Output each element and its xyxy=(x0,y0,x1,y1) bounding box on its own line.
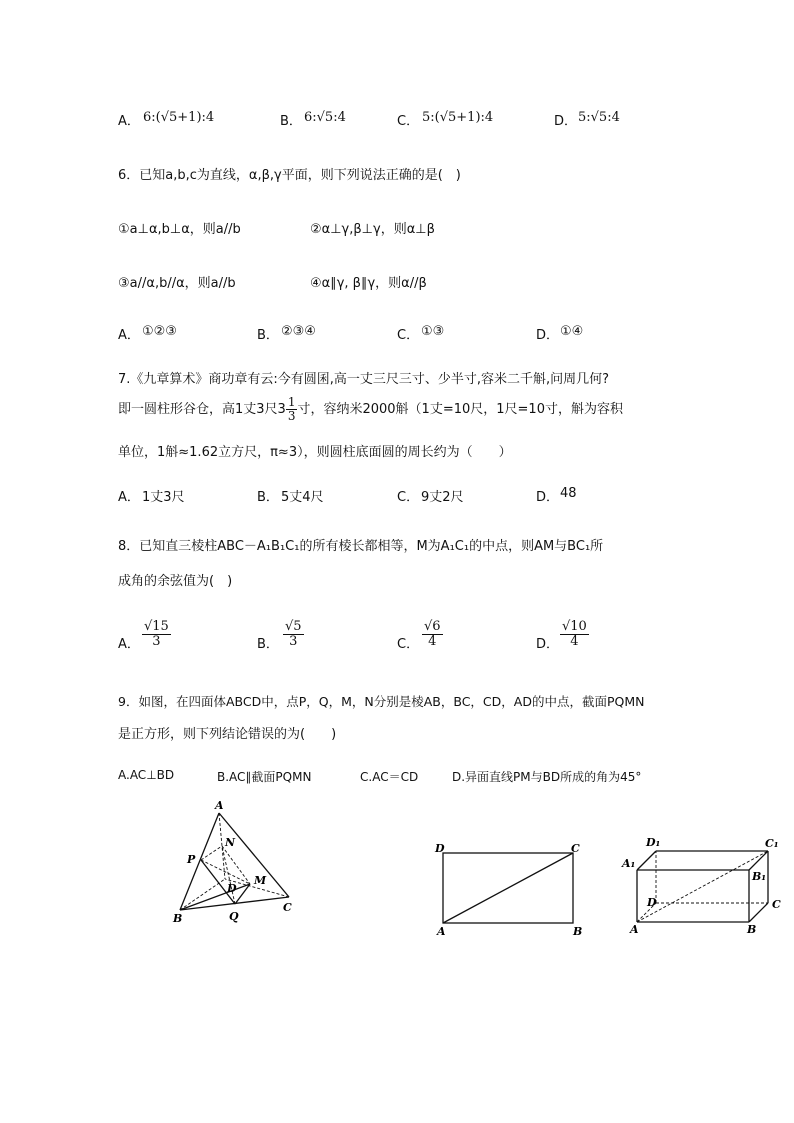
q5-option-a-label: A． xyxy=(118,114,140,129)
edge-d1a1 xyxy=(637,851,656,870)
q6-statement-2: ②α⊥γ,β⊥γ，则α⊥β xyxy=(310,222,435,237)
q5-option-b: 6:√5:4 xyxy=(304,110,346,125)
q5-option-b-label: B． xyxy=(280,114,302,129)
label-d: D xyxy=(435,842,445,855)
diagonal-ac1 xyxy=(637,851,768,922)
q5-option-a: 6:(√5+1):4 xyxy=(143,110,215,125)
q6-option-c: ①③ xyxy=(421,324,445,339)
label-c: C xyxy=(283,901,292,914)
q6-stem: 6．已知a,b,c为直线，α,β,γ平面，则下列说法正确的是( ) xyxy=(118,168,461,183)
prism-figure xyxy=(618,834,788,938)
label-q: Q xyxy=(229,910,239,923)
q7-option-d: 48 xyxy=(560,486,577,501)
q8-option-d-num: √10 xyxy=(562,619,587,634)
q8-option-c-label: C． xyxy=(397,637,420,652)
label-c: C xyxy=(571,842,580,855)
segment-nm xyxy=(222,846,250,884)
q9-option-c: C.AC＝CD xyxy=(360,770,419,784)
q8-option-a xyxy=(142,620,171,650)
q7-option-c: 9丈2尺 xyxy=(421,490,464,505)
label-d1: D₁ xyxy=(646,836,661,849)
q5-option-d-label: D． xyxy=(554,114,578,129)
q6-option-a-label: A． xyxy=(118,328,140,343)
label-b: B xyxy=(747,923,757,936)
edge-bc xyxy=(749,903,768,922)
q5-option-d: 5:√5:4 xyxy=(578,110,620,125)
q8-option-c-den: 4 xyxy=(428,634,437,650)
q9-option-a: A.AC⊥BD xyxy=(118,768,175,782)
q7-option-b: 5丈4尺 xyxy=(281,490,324,505)
label-c1: C₁ xyxy=(765,837,779,850)
q7-fraction xyxy=(286,396,298,423)
q8-option-a-label: A． xyxy=(118,637,140,652)
q5-option-c-label: C． xyxy=(397,114,420,129)
q7-line-1: 7.《九章算术》商功章有云:今有圆囷,高一丈三尺三寸、少半寸,容米二千斛,问周几何? xyxy=(118,372,610,387)
q9-line-2: 是正方形，则下列结论错误的为( ) xyxy=(118,727,337,742)
q7-line-2b: 寸，容纳米2000斛（1丈=10尺，1尺=10寸，斛为容积 xyxy=(297,402,623,418)
label-a: A xyxy=(215,799,224,812)
q6-statement-1: ①a⊥α,b⊥α，则a//b xyxy=(118,222,241,237)
label-d: D xyxy=(227,882,237,895)
q7-line-3: 单位，1斛≈1.62立方尺，π≈3），则圆柱底面圆的周长约为（ ） xyxy=(118,445,512,460)
q8-line-2: 成角的余弦值为( ) xyxy=(118,574,233,589)
q7-option-b-label: B． xyxy=(257,490,279,505)
label-m: M xyxy=(254,874,267,887)
edge-ab xyxy=(180,813,219,910)
q8-option-a-num: √15 xyxy=(144,619,169,634)
edge-b1c1 xyxy=(749,851,768,870)
label-a1: A₁ xyxy=(622,857,636,870)
q8-line-1: 8．已知直三棱柱ABC－A₁B₁C₁的所有棱长都相等，M为A₁C₁的中点，则AM与BC₁所 xyxy=(118,539,604,554)
q6-statement-4: ④α∥γ, β∥γ，则α//β xyxy=(310,276,427,291)
q7-option-c-label: C． xyxy=(397,490,420,505)
q8-option-b-den: 3 xyxy=(289,634,298,650)
q7-line-2a: 即一圆柱形谷仓，高1丈3尺3 xyxy=(118,402,286,418)
q8-option-b-label: B． xyxy=(257,637,279,652)
label-d: D xyxy=(647,896,657,909)
q6-option-b-label: B． xyxy=(257,328,279,343)
label-n: N xyxy=(225,836,236,849)
q6-option-d-label: D． xyxy=(536,328,560,343)
q8-option-c-num: √6 xyxy=(424,619,441,634)
q6-option-c-label: C． xyxy=(397,328,420,343)
q5-option-c: 5:(√5+1):4 xyxy=(422,110,494,125)
label-b: B xyxy=(573,925,583,938)
q8-option-d-label: D． xyxy=(536,637,560,652)
label-a: A xyxy=(630,923,639,936)
q8-option-a-den: 3 xyxy=(152,634,161,650)
q9-option-b: B.AC∥截面PQMN xyxy=(217,770,312,784)
q7-option-a: 1丈3尺 xyxy=(142,490,185,505)
q6-option-a: ①②③ xyxy=(142,324,177,339)
label-b: B xyxy=(173,912,183,925)
q8-option-d-den: 4 xyxy=(570,634,579,650)
q9-option-d: D.异面直线PM与BD所成的角为45° xyxy=(452,770,642,784)
q8-option-b xyxy=(283,620,304,650)
q6-option-d: ①④ xyxy=(560,324,584,339)
q7-option-a-label: A． xyxy=(118,490,140,505)
q7-option-d-label: D． xyxy=(536,490,560,505)
rectangle-figure xyxy=(430,838,590,938)
tetrahedron-figure xyxy=(165,798,310,930)
q8-option-d xyxy=(560,620,589,650)
q6-option-b: ②③④ xyxy=(281,324,316,339)
q7-line-2 xyxy=(118,396,623,423)
q7-fraction-den: 3 xyxy=(287,409,296,424)
q9-line-1: 9．如图，在四面体ABCD中，点P，Q，M，N分别是棱AB，BC，CD，AD的中点，截面PQMN xyxy=(118,694,645,709)
q8-option-b-num: √5 xyxy=(285,619,302,634)
q7-fraction-num: 1 xyxy=(287,395,296,409)
label-c: C xyxy=(772,898,781,911)
label-a: A xyxy=(437,925,446,938)
segment-pn xyxy=(201,846,222,860)
q6-statement-3: ③a//α,b//α，则a//b xyxy=(118,276,236,291)
label-p: P xyxy=(187,853,196,866)
label-b1: B₁ xyxy=(752,870,767,883)
diagonal-ac xyxy=(443,853,573,923)
q8-option-c xyxy=(422,620,443,650)
